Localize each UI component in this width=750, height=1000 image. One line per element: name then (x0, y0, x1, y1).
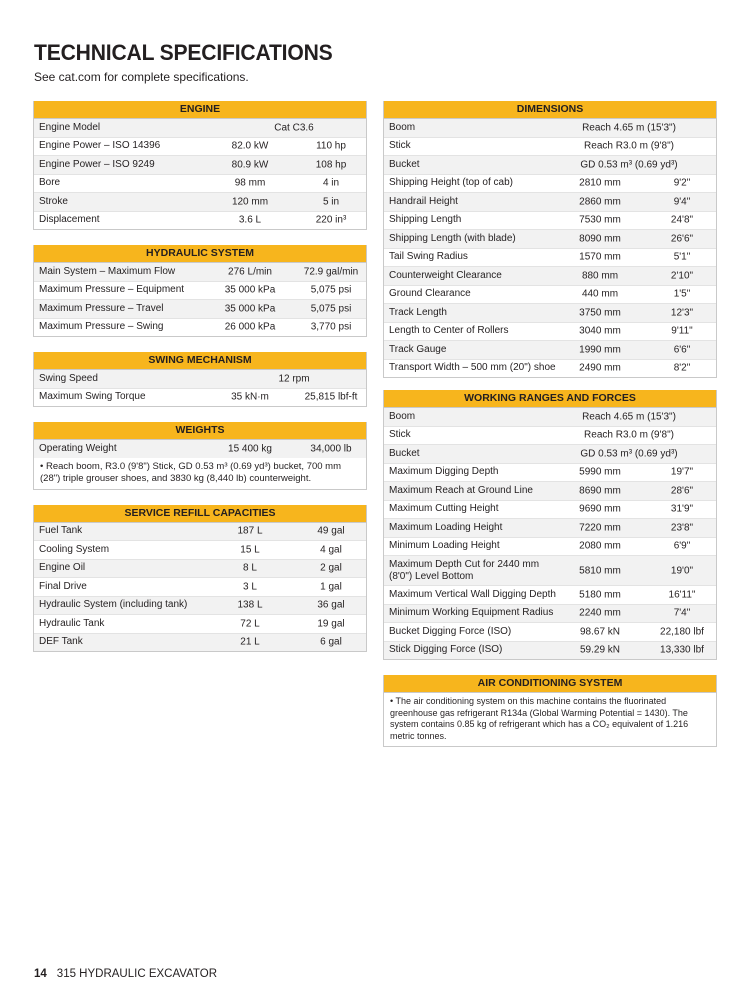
row-label: Maximum Digging Depth (389, 466, 499, 478)
page-subtitle: See cat.com for complete specifications. (34, 70, 249, 84)
row-value-metric: 35 000 kPa (224, 303, 276, 315)
table-row (384, 323, 716, 342)
table-row (384, 249, 716, 268)
table-row (384, 519, 716, 538)
row-value-metric: 3040 mm (579, 325, 621, 337)
row-value-metric: 82.0 kW (231, 140, 269, 152)
row-label: Operating Weight (39, 442, 117, 454)
footer-title: 315 HYDRAULIC EXCAVATOR (56, 968, 217, 980)
table-row (34, 440, 366, 458)
row-value-metric: 138 L (237, 599, 263, 611)
row-value-imperial: 108 hp (315, 159, 347, 171)
row-value-imperial: 8'2" (673, 362, 691, 374)
row-label: Hydraulic Tank (39, 617, 105, 629)
table-row (384, 286, 716, 305)
row-value: Cat C3.6 (274, 122, 314, 134)
row-value-imperial: 16'11" (668, 589, 696, 601)
row-label: Boom (389, 410, 416, 422)
table-row (384, 212, 716, 231)
row-label: Maximum Pressure – Travel (39, 302, 164, 314)
row-value-imperial: 25,815 lbf-ft (304, 391, 358, 403)
working-ranges-rows (384, 408, 716, 659)
dimensions-rows (384, 119, 716, 377)
row-label: Maximum Vertical Wall Digging Depth (389, 588, 556, 600)
row-value-metric: 15 400 kg (228, 443, 272, 455)
row-value-metric: 440 mm (581, 288, 619, 300)
row-label: Length to Center of Rollers (389, 325, 509, 337)
row-value-imperial: 22,180 lbf (660, 626, 704, 638)
row-label: Stroke (39, 195, 68, 207)
row-value-imperial: 2'10" (670, 270, 694, 282)
weights-rows (34, 440, 366, 458)
row-value-imperial: 34,000 lb (310, 443, 352, 455)
row-value-imperial: 19'7" (670, 466, 694, 478)
row-value-imperial: 49 gal (317, 525, 345, 537)
table-row (384, 556, 716, 586)
table-row (384, 267, 716, 286)
table-row (384, 341, 716, 360)
row-value-imperial: 1'5" (673, 288, 691, 300)
row-value-metric: 7220 mm (579, 522, 621, 534)
row-label: Engine Oil (39, 562, 86, 574)
table-row (34, 193, 366, 212)
table-row (384, 642, 716, 660)
table-row (384, 138, 716, 157)
row-value-metric: 72 L (240, 618, 260, 630)
row-label: Track Length (389, 306, 447, 318)
row-value-metric: 26 000 kPa (224, 321, 276, 333)
swing-mechanism-rows (34, 370, 366, 406)
table-row (384, 482, 716, 501)
row-value-imperial: 6'9" (673, 540, 691, 552)
table-row (34, 175, 366, 194)
row-label: Handrail Height (389, 195, 458, 207)
row-label: Swing Speed (39, 372, 98, 384)
weights-note: • Reach boom, R3.0 (9'8") Stick, GD 0.53 m³ (0.69 yd³) bucket, 700 mm (28") triple grouser shoes, and 3830 kg (8,440 lb) counterweight. (40, 460, 342, 484)
row-label: Stick (389, 429, 411, 441)
row-label: Shipping Length (389, 214, 462, 226)
hydraulic-system-table (33, 245, 367, 337)
table-row (34, 300, 366, 319)
service-refill-rows (34, 523, 366, 652)
row-label: DEF Tank (39, 636, 83, 648)
air-conditioning-header: AIR CONDITIONING SYSTEM (384, 675, 716, 693)
right-column (383, 101, 717, 762)
row-label: Stick (389, 140, 411, 152)
row-value-metric: 1570 mm (579, 251, 621, 263)
dimensions-table (383, 101, 717, 378)
table-row (384, 427, 716, 446)
row-value-imperial: 23'8" (670, 522, 694, 534)
table-row (34, 370, 366, 389)
row-value-metric: 3750 mm (579, 307, 621, 319)
row-value-metric: 276 L/min (228, 266, 272, 278)
row-label: Hydraulic System (including tank) (39, 599, 188, 611)
row-value-metric: 9690 mm (579, 503, 621, 515)
working-ranges-table (383, 390, 717, 660)
page-footer (34, 968, 217, 980)
page-number: 14 (34, 968, 47, 980)
row-value-metric: 3 L (243, 581, 257, 593)
row-label: Transport Width – 500 mm (20") shoe (389, 362, 556, 374)
row-value-imperial: 1 gal (320, 581, 342, 593)
row-value-imperial: 26'6" (670, 233, 694, 245)
row-value-imperial: 9'2" (673, 177, 691, 189)
table-row (34, 282, 366, 301)
table-row (34, 541, 366, 560)
row-label: Shipping Height (top of cab) (389, 177, 513, 189)
row-value: Reach 4.65 m (15'3") (582, 411, 676, 423)
row-label: Tail Swing Radius (389, 251, 468, 263)
service-refill-header: SERVICE REFILL CAPACITIES (34, 505, 366, 523)
row-label: Maximum Reach at Ground Line (389, 484, 533, 496)
weights-header: WEIGHTS (34, 422, 366, 440)
row-label: Engine Power – ISO 9249 (39, 158, 155, 170)
row-label: Minimum Loading Height (389, 540, 500, 552)
row-value-imperial: 24'8" (670, 214, 694, 226)
table-row (34, 523, 366, 542)
row-label: Minimum Working Equipment Radius (389, 607, 554, 619)
row-label: Maximum Loading Height (389, 521, 503, 533)
row-value-metric: 120 mm (231, 196, 269, 208)
table-row (384, 408, 716, 427)
row-value: Reach R3.0 m (9'8") (584, 140, 674, 152)
row-label: Maximum Pressure – Swing (39, 321, 164, 333)
row-label: Ground Clearance (389, 288, 471, 300)
dimensions-header: DIMENSIONS (384, 101, 716, 119)
row-value-imperial: 5 in (322, 196, 340, 208)
row-value-metric: 80.9 kW (231, 159, 269, 171)
table-row (384, 230, 716, 249)
row-value-metric: 8690 mm (579, 485, 621, 497)
row-label: Displacement (39, 214, 100, 226)
row-value-metric: 2490 mm (579, 362, 621, 374)
table-row (34, 389, 366, 407)
row-value-imperial: 2 gal (320, 562, 342, 574)
row-label: Boom (389, 121, 416, 133)
row-value-metric: 35 000 kPa (224, 284, 276, 296)
service-refill-table (33, 505, 367, 653)
table-row (34, 578, 366, 597)
table-row (34, 597, 366, 616)
table-row (384, 464, 716, 483)
row-label: Bucket (389, 158, 420, 170)
engine-header: ENGINE (34, 101, 366, 119)
row-value-imperial: 5'1" (673, 251, 691, 263)
row-value-metric: 8090 mm (579, 233, 621, 245)
row-label: Shipping Length (with blade) (389, 232, 516, 244)
table-row (384, 501, 716, 520)
row-value: Reach 4.65 m (15'3") (582, 122, 676, 134)
table-row (34, 319, 366, 337)
table-row (34, 212, 366, 230)
row-label: Counterweight Clearance (389, 269, 502, 281)
row-value-metric: 3.6 L (238, 214, 262, 226)
row-value-metric: 8 L (243, 562, 257, 574)
row-value-imperial: 31'9" (670, 503, 694, 515)
row-value-imperial: 5,075 psi (310, 284, 352, 296)
table-row (384, 623, 716, 642)
table-row (384, 119, 716, 138)
row-value-imperial: 19'0" (670, 565, 694, 576)
table-row (34, 634, 366, 652)
row-value-imperial: 12'3" (670, 307, 694, 319)
row-value-imperial: 19 gal (317, 618, 345, 630)
swing-mechanism-header: SWING MECHANISM (34, 352, 366, 370)
row-value: 12 rpm (278, 373, 310, 385)
row-value-metric: 187 L (237, 525, 263, 537)
row-label: Bore (39, 177, 61, 189)
row-label: Final Drive (39, 580, 87, 592)
row-value: GD 0.53 m³ (0.69 yd³) (580, 159, 678, 171)
row-value-metric: 35 kN·m (231, 391, 269, 403)
row-label: Bucket (389, 447, 420, 459)
table-row (384, 193, 716, 212)
row-value-metric: 2810 mm (579, 177, 621, 189)
row-value-metric: 98 mm (234, 177, 266, 189)
row-value-imperial: 13,330 lbf (660, 644, 704, 656)
row-label: Stick Digging Force (ISO) (389, 644, 503, 656)
row-value-imperial: 28'6" (670, 485, 694, 497)
row-value-imperial: 6 gal (320, 636, 342, 648)
row-value-metric: 15 L (240, 544, 260, 556)
row-label: Maximum Depth Cut for 2440 mm (8'0") Level Bottom (389, 558, 540, 582)
swing-mechanism-table (33, 352, 367, 407)
row-value-imperial: 220 in³ (315, 214, 347, 226)
hydraulic-system-header: HYDRAULIC SYSTEM (34, 245, 366, 263)
weights-table (33, 422, 367, 490)
row-label: Cooling System (39, 543, 110, 555)
table-row (384, 175, 716, 194)
row-label: Maximum Cutting Height (389, 503, 499, 515)
table-row (34, 156, 366, 175)
air-conditioning-note: • The air conditioning system on this machine contains the fluorinated greenhouse gas refrigerant R134a (Global Warming Potential = 1430). The system contains 0.85 kg of refrigerant which has a CO₂ equivalent of 1.216 metric tonnes. (390, 696, 689, 741)
page-title: TECHNICAL SPECIFICATIONS (34, 40, 333, 65)
row-value-metric: 1990 mm (579, 344, 621, 356)
table-row (34, 138, 366, 157)
table-row (384, 304, 716, 323)
row-value-imperial: 6'6" (673, 344, 691, 356)
table-row (34, 263, 366, 282)
table-row (384, 156, 716, 175)
row-value-metric: 98.67 kN (579, 626, 621, 638)
row-value-imperial: 36 gal (317, 599, 345, 611)
left-column (33, 101, 367, 667)
row-value-imperial: 7'4" (673, 607, 691, 619)
engine-table (33, 101, 367, 230)
row-value-metric: 5810 mm (579, 565, 621, 576)
row-value-imperial: 3,770 psi (310, 321, 352, 333)
table-row (384, 605, 716, 624)
table-row (34, 615, 366, 634)
table-row (34, 119, 366, 138)
row-value-metric: 59.29 kN (579, 644, 621, 656)
table-row (384, 445, 716, 464)
row-value-metric: 880 mm (581, 270, 619, 282)
row-value-imperial: 9'11" (671, 325, 693, 337)
engine-rows (34, 119, 366, 229)
row-value-imperial: 4 in (322, 177, 340, 189)
row-label: Engine Power – ISO 14396 (39, 140, 161, 152)
working-ranges-header: WORKING RANGES AND FORCES (384, 390, 716, 408)
row-label: Maximum Pressure – Equipment (39, 284, 185, 296)
row-value-imperial: 9'4" (673, 196, 691, 208)
row-value-metric: 5180 mm (579, 589, 621, 601)
row-value-metric: 21 L (240, 636, 260, 648)
table-row (384, 538, 716, 557)
hydraulic-system-rows (34, 263, 366, 336)
table-row (384, 360, 716, 378)
row-value: GD 0.53 m³ (0.69 yd³) (580, 448, 678, 460)
row-label: Main System – Maximum Flow (39, 265, 176, 277)
row-label: Engine Model (39, 121, 101, 133)
row-value-metric: 2860 mm (579, 196, 621, 208)
table-row (34, 560, 366, 579)
row-label: Fuel Tank (39, 525, 83, 537)
row-value-imperial: 5,075 psi (310, 303, 352, 315)
row-label: Bucket Digging Force (ISO) (389, 625, 512, 637)
row-label: Maximum Swing Torque (39, 391, 146, 403)
row-value-metric: 2240 mm (579, 607, 621, 619)
row-value-metric: 5990 mm (579, 466, 621, 478)
row-value: Reach R3.0 m (9'8") (584, 429, 674, 441)
air-conditioning-table (383, 675, 717, 747)
row-value-metric: 2080 mm (579, 540, 621, 552)
row-value-imperial: 110 hp (316, 140, 346, 152)
table-row (384, 586, 716, 605)
row-value-imperial: 72.9 gal/min (303, 266, 359, 278)
row-label: Track Gauge (389, 343, 447, 355)
row-value-metric: 7530 mm (579, 214, 621, 226)
row-value-imperial: 4 gal (320, 544, 342, 556)
